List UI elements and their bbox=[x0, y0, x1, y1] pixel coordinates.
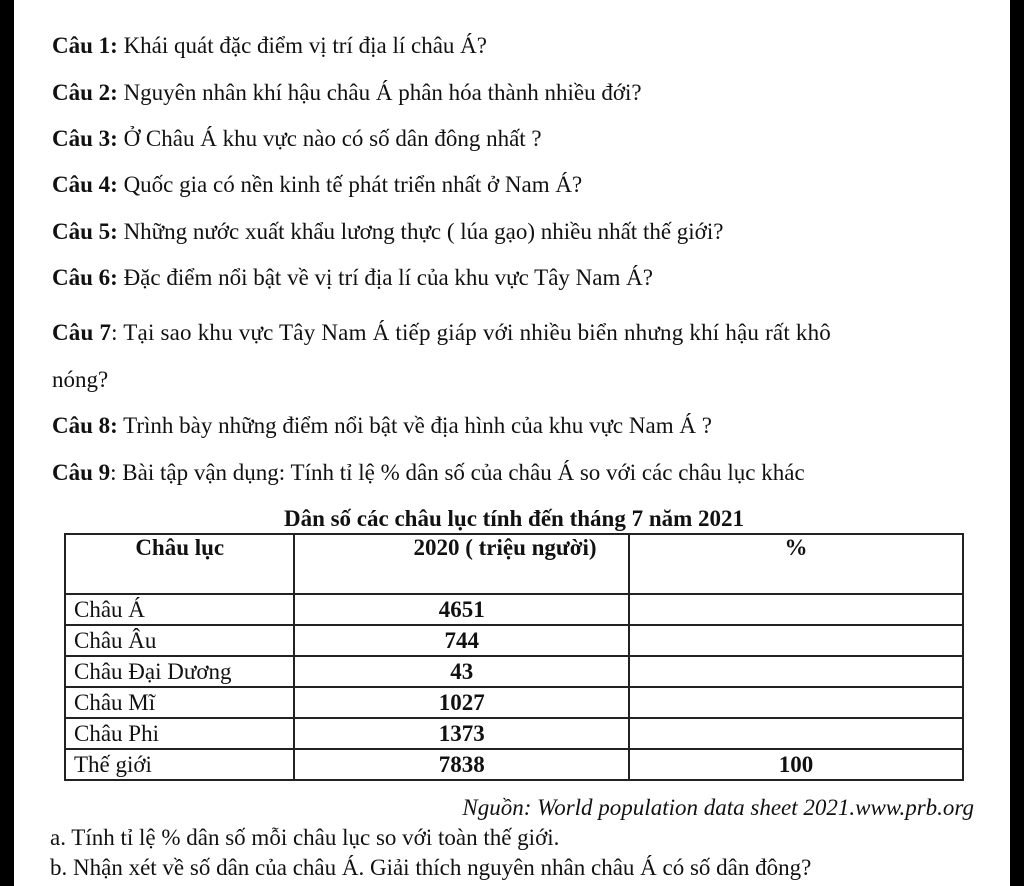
question-5: Câu 5: Những nước xuất khẩu lương thực ( lúa gạo) nhiều nhất thế giới? bbox=[52, 219, 724, 244]
percent-value bbox=[629, 594, 963, 625]
population-value: 744 bbox=[294, 625, 629, 656]
continent-name: Châu Á bbox=[65, 594, 294, 625]
table-row bbox=[65, 594, 963, 625]
question-9: Câu 9: Bài tập vận dụng: Tính tỉ lệ % dân số của châu Á so với các châu lục khác bbox=[52, 460, 805, 485]
percent-value: 100 bbox=[629, 749, 963, 780]
population-value: 7838 bbox=[294, 749, 629, 780]
population-value: 1373 bbox=[294, 718, 629, 749]
continent-name: Châu Mĩ bbox=[65, 687, 294, 718]
question-7: Câu 7: Tại sao khu vực Tây Nam Á tiếp giáp với nhiều biển nhưng khí hậu rất khô bbox=[52, 320, 831, 345]
header-2020: 2020 ( triệu người) bbox=[294, 534, 629, 594]
header-percent: % bbox=[629, 534, 963, 594]
question-3: Câu 3: Ở Châu Á khu vực nào có số dân đông nhất ? bbox=[52, 126, 542, 151]
percent-value bbox=[629, 656, 963, 687]
continent-name: Châu Phi bbox=[65, 718, 294, 749]
table-row bbox=[65, 687, 963, 718]
population-table bbox=[64, 533, 964, 781]
continent-name: Thế giới bbox=[65, 749, 294, 780]
data-source: Nguồn: World population data sheet 2021.www.prb.org bbox=[462, 795, 974, 820]
question-7-continuation: nóng? bbox=[52, 367, 109, 392]
subtask-a: a. Tính tỉ lệ % dân số mỗi châu lục so với toàn thế giới. bbox=[50, 825, 560, 850]
population-value: 43 bbox=[294, 656, 629, 687]
population-value: 4651 bbox=[294, 594, 629, 625]
subtask-b: b. Nhận xét về số dân của châu Á. Giải thích nguyên nhân châu Á có số dân đông? bbox=[50, 855, 812, 880]
population-value: 1027 bbox=[294, 687, 629, 718]
question-8: Câu 8: Trình bày những điểm nổi bật về địa hình của khu vực Nam Á ? bbox=[52, 413, 712, 438]
table-row bbox=[65, 718, 963, 749]
document-page bbox=[14, 0, 1010, 886]
table-header-row bbox=[65, 534, 963, 594]
header-continent: Châu lục bbox=[65, 534, 294, 594]
table-title: Dân số các châu lục tính đến tháng 7 năm 2021 bbox=[283, 506, 745, 531]
question-6: Câu 6: Đặc điểm nổi bật về vị trí địa lí của khu vực Tây Nam Á? bbox=[52, 265, 653, 290]
percent-value bbox=[629, 687, 963, 718]
table-row bbox=[65, 656, 963, 687]
table-row bbox=[65, 625, 963, 656]
percent-value bbox=[629, 625, 963, 656]
continent-name: Châu Đại Dương bbox=[65, 656, 294, 687]
question-2: Câu 2: Nguyên nhân khí hậu châu Á phân hóa thành nhiều đới? bbox=[52, 80, 642, 105]
continent-name: Châu Âu bbox=[65, 625, 294, 656]
table-row bbox=[65, 749, 963, 780]
question-4: Câu 4: Quốc gia có nền kinh tế phát triển nhất ở Nam Á? bbox=[52, 172, 583, 197]
percent-value bbox=[629, 718, 963, 749]
question-1: Câu 1: Khái quát đặc điểm vị trí địa lí châu Á? bbox=[52, 33, 487, 58]
